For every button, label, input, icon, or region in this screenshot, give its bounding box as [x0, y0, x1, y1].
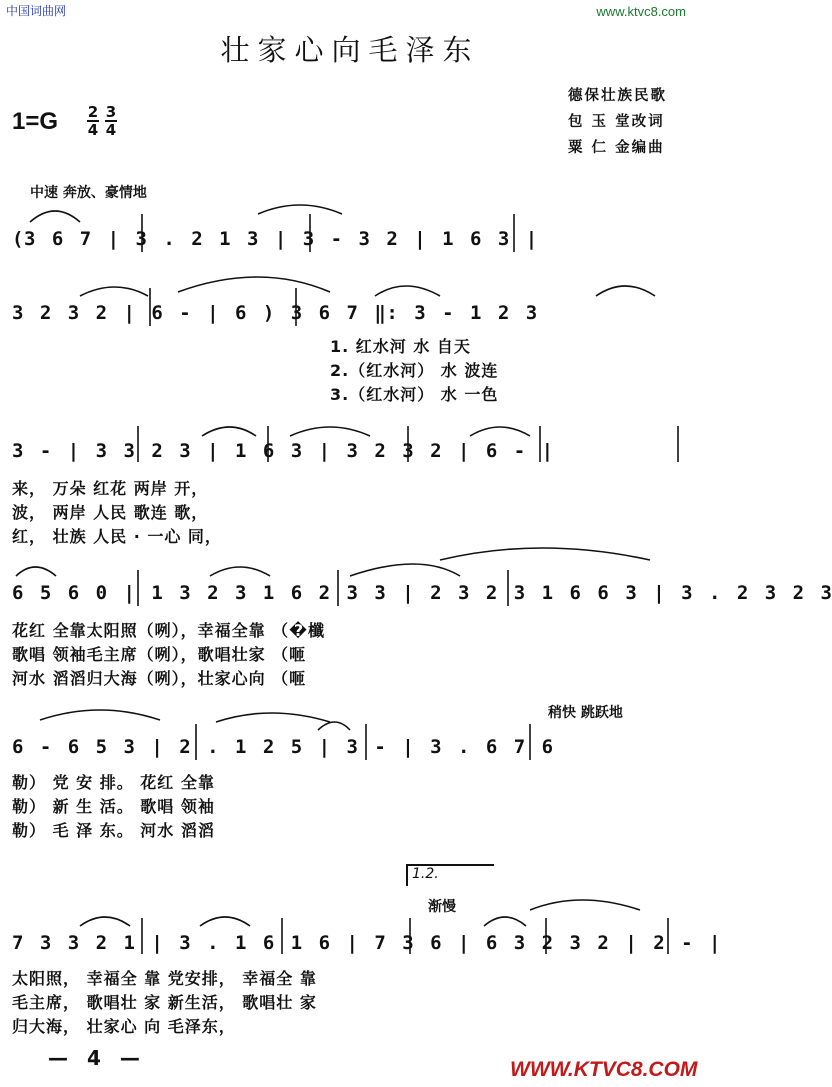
watermark-top-right: www.ktvc8.com [596, 4, 686, 19]
lyric-line-3-verse-3: 红， 壮族 人民 · 一心 同， [12, 527, 222, 546]
lyric-line-3-verse-1: 来， 万朵 红花 两岸 开， [12, 479, 209, 498]
time-signature-2-4: 2 4 [87, 103, 99, 139]
lyric-line-2-verse-3: 3.（红水河） 水 一色 [330, 385, 499, 404]
lyric-line-2-verse-2: 2.（红水河） 水 波连 [330, 361, 499, 380]
tempo-mark-intro: 中速 奔放、豪情地 [30, 185, 147, 201]
credit-arranger: 粟 仁 金编曲 [568, 140, 665, 156]
song-title: 壮家心向毛泽东 [220, 33, 480, 67]
notation-line-1: (3 6 7 | 3 . 2 1 3 | 3 - 3 2 | 1 6 3 | [12, 228, 538, 250]
credit-origin: 德保壮族民歌 [568, 88, 667, 104]
lyric-line-6-verse-2: 毛主席， 歌唱壮 家 新生活， 歌唱壮 家 [12, 993, 317, 1012]
lyric-line-6-verse-1: 太阳照， 幸福全 靠 党安排， 幸福全 靠 [12, 969, 317, 988]
time-signature-3-4: 3 4 [105, 103, 117, 139]
lyric-line-4-verse-2: 歌唱 领袖毛主席（咧），歌唱壮家 （咂 [12, 645, 307, 664]
watermark-bottom-right: WWW.KTVC8.COM [510, 1058, 698, 1081]
lyric-line-5-verse-3: 勒） 毛 泽 东。 河水 滔滔 [12, 821, 215, 840]
tempo-mark-faster: 稍快 跳跃地 [548, 705, 623, 721]
key-signature: 1=G [12, 108, 59, 135]
lyric-line-6-verse-3: 归大海， 壮家心 向 毛泽东， [12, 1017, 236, 1036]
notation-line-5: 6 - 6 5 3 | 2 . 1 2 5 | 3 - | 3 . 6 7 6 [12, 736, 554, 758]
volta-label: 1.2. [412, 866, 439, 882]
page-number: — 4 — [48, 1046, 146, 1070]
notation-line-6: 7 3 3 2 1 | 3 . 1 6 1 6 | 7 3 6 | 6 3 2 3 2 | 2 - | [12, 932, 721, 954]
notation-line-3: 3 - | 3 3 2 3 | 1 6 3 | 3 2 3 2 | 6 - | [12, 440, 554, 462]
lyric-line-5-verse-1: 勒） 党 安 排。 花红 全靠 [12, 773, 215, 792]
lyric-line-3-verse-2: 波， 两岸 人民 歌连 歌， [12, 503, 209, 522]
notation-line-4: 6 5 6 0 | 1 3 2 3 1 6 2 3 3 | 2 3 2 3 1 6 6 3 | 3 . 2 3 2 3 [12, 582, 832, 604]
tempo-mark-slowing: 渐慢 [428, 899, 456, 915]
watermark-top-left: 中国词曲网 [6, 4, 67, 18]
lyric-line-2-verse-1: 1. 红水河 水 自天 [330, 337, 471, 356]
credit-lyricist: 包 玉 堂改词 [568, 114, 665, 130]
lyric-line-5-verse-2: 勒） 新 生 活。 歌唱 领袖 [12, 797, 215, 816]
lyric-line-4-verse-3: 河水 滔滔归大海（咧），壮家心向 （咂 [12, 669, 307, 688]
lyric-line-4-verse-1: 花红 全靠太阳照（咧），幸福全靠 （�櫼 [12, 621, 325, 640]
notation-line-2: 3 2 3 2 | 6 - | 6 ) 3 6 7 ‖: 3 - 1 2 3 [12, 302, 538, 324]
